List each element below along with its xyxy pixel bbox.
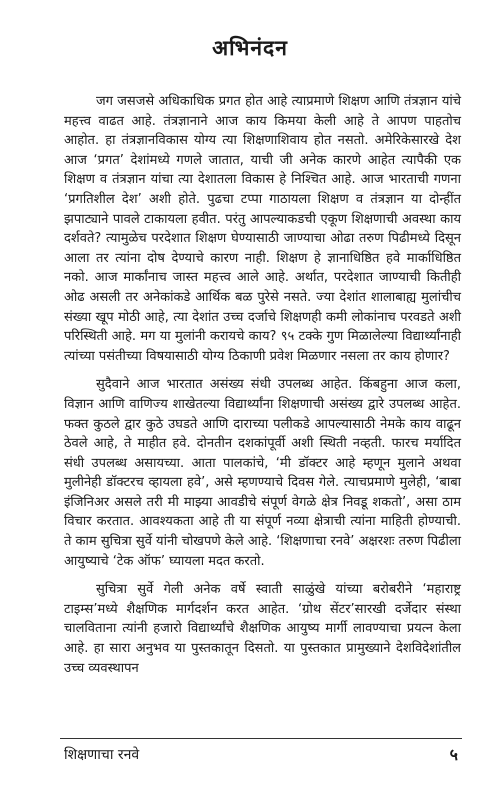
footer-book-title: शिक्षणाचा रनवे: [64, 747, 140, 763]
paragraph-3: सुचित्रा सुर्वे गेली अनेक वर्षे स्वाती साळुंखे यांच्या बरोबरीने ‘महाराष्ट्र टाइम्स’मध्ये शैक्षणिक मार्गदर्शन करत आहेत. ‘ग्रोथ सेंटर’सारखी दर्जेदार संस्था चालविताना त्यांनी हजारो विद्यार्थ्यांचे शैक्षणिक आयुष्य मार्गी लावण्याचा प्रयत्न केला आहे. हा सारा अनुभव या पुस्तकातून दिसतो. या पुस्तकात प्रामुख्याने देशविदेशांतील उच्च व्यवस्थापन: [64, 582, 461, 676]
page-body: [64, 92, 461, 678]
page-number: ५: [449, 745, 458, 764]
page-footer: [60, 738, 462, 765]
page-title: अभिनंदन: [212, 36, 288, 60]
paragraph-2: सुदैवाने आज भारतात असंख्य संधी उपलब्ध आहेत. किंबहुना आज कला, विज्ञान आणि वाणिज्य शाखेतल्या विद्यार्थ्यांना शिक्षणाची असंख्य द्वारे उपलब्ध आहेत. फक्त कुठले द्वार कुठे उघडते आणि दाराच्या पलीकडे आपल्यासाठी नेमके काय वाढून ठेवले आहे, ते माहीत हवे. दोनतीन दशकांपूर्वी अशी स्थिती नव्हती. फारच मर्यादित संधी उपलब्ध असायच्या. आता पालकांचे, ‘मी डॉक्टर आहे म्हणून मुलाने अथवा मुलीनेही डॉक्टरच व्हायला हवे’, असे म्हणण्याचे दिवस गेले. त्याचप्रमाणे मुलेही, ‘बाबा इंजिनिअर असले तरी मी माझ्या आवडीचे संपूर्ण वेगळे क्षेत्र निवडू शकतो’, असा ठाम विचार करतात. आवश्यकता आहे ती या संपूर्ण नव्या क्षेत्राची त्यांना माहिती होण्याची. ते काम सुचित्रा सुर्वे यांनी चोखपणे केले आहे. ‘शिक्षणाचा रनवे’ अक्षरशः तरुण पिढीला आयुष्याचे ‘टेक ऑफ’ घ्यायला मदत करतो.: [64, 377, 461, 569]
paragraph-1: जग जसजसे अधिकाधिक प्रगत होत आहे त्याप्रमाणे शिक्षण आणि तंत्रज्ञान यांचे महत्त्व वाढत आहे. तंत्रज्ञानाने आज काय किमया केली आहे ते आपण पाहतोच आहोत. हा तंत्रज्ञानविकास योग्य त्या शिक्षणाशिवाय होत नसतो. अमेरिकेसारखे देश आज ‘प्रगत’ देशांमध्ये गणले जातात, याची जी अनेक कारणे आहेत त्यापैकी एक शिक्षण व तंत्रज्ञान यांचा त्या देशातला विकास हे निश्चित आहे. आज भारताची गणना ‘प्रगतिशील देश’ अशी होते. पुढचा टप्पा गाठायला शिक्षण व तंत्रज्ञान या दोन्हींत झपाट्याने पावले टाकायला हवीत. परंतु आपल्याकडची एकूण शिक्षणाची अवस्था काय दर्शवते? त्यामुळेच परदेशात शिक्षण घेण्यासाठी जाण्याचा ओढा तरुण पिढीमध्ये दिसून आला तर त्यांना दोष देण्याचे कारण नाही. शिक्षण हे ज्ञानाधिष्ठित हवे मार्काधिष्ठित नको. आज मार्कांनाच जास्त महत्त्व आले आहे. अर्थात, परदेशात जाण्याची कितीही ओढ असली तर अनेकांकडे आर्थिक बळ पुरेसे नसते. ज्या देशांत शालाबाह्य मुलांचीच संख्या खूप मोठी आहे, त्या देशांत उच्च दर्जाचे शिक्षणही कमी लोकांनाच परवडते अशी परिस्थिती आहे. मग या मुलांनी करायचे काय? ९५ टक्के गुण मिळालेल्या विद्यार्थ्यांनाही त्यांच्या पसंतीच्या विषयासाठी योग्य ठिकाणी प्रवेश मिळणार नसला तर काय होणार?: [64, 94, 461, 364]
